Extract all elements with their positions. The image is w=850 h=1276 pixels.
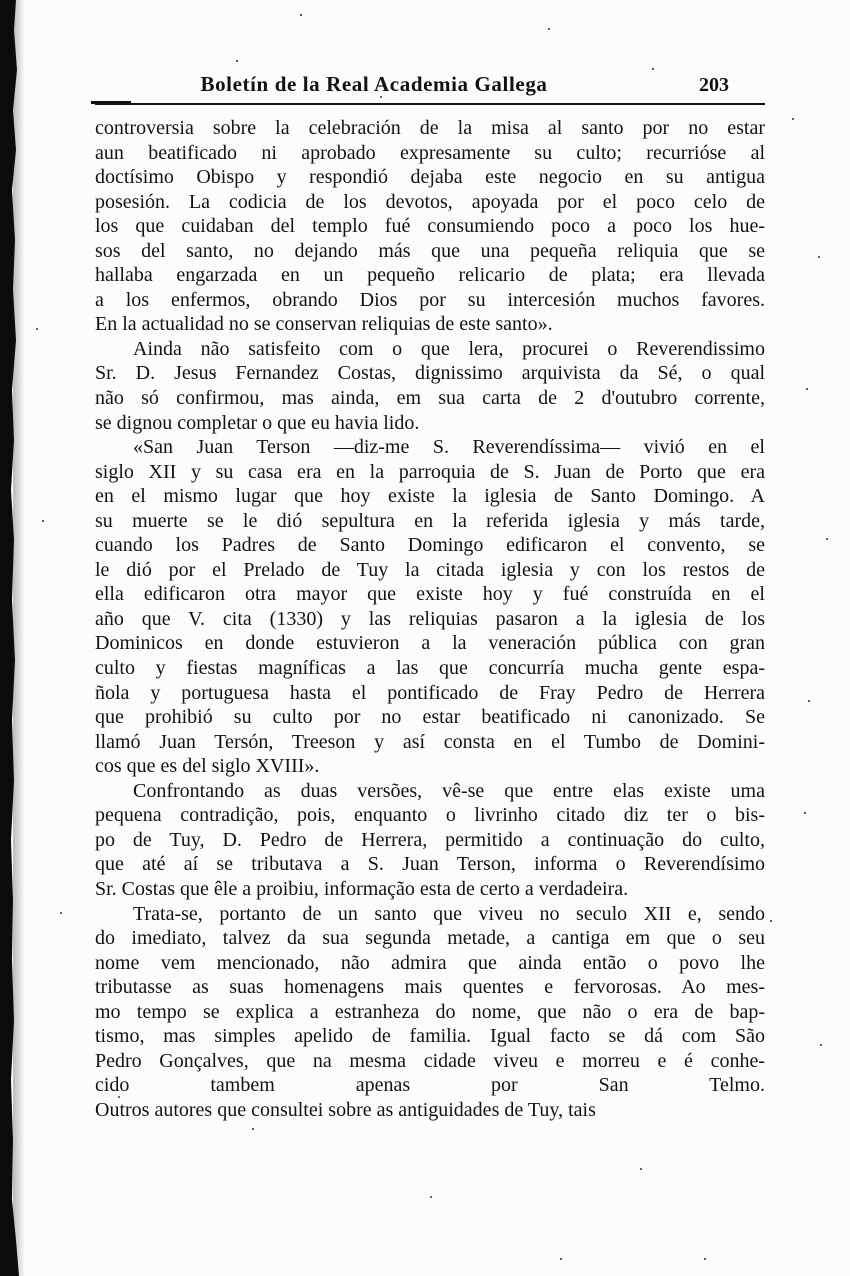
- page-text: [95, 116, 765, 1122]
- text-line: a los enfermos, obrando Dios por su intercesión muchos favores.: [95, 288, 765, 311]
- text-line: Pedro Gonçalves, que na mesma cidade viveu e morreu e é conhe-: [95, 1049, 765, 1072]
- text-line: los que cuidaban del templo fué consumiendo poco a poco los hue-: [95, 215, 765, 238]
- text-line: en el mismo lugar que hoy existe la iglesia de Santo Domingo. A: [95, 485, 765, 508]
- text-line: ñola y portuguesa hasta el pontificado de Fray Pedro de Herrera: [95, 681, 765, 704]
- text-line: Ainda não satisfeito com o que lera, procurei o Reverendissimo: [133, 337, 765, 360]
- text-line: que prohibió su culto por no estar beatificado ni canonizado. Se: [95, 706, 765, 729]
- scan-noise: [0, 0, 2, 2]
- text-line: año que V. cita (1330) y las reliquias pasaron a la iglesia de los: [95, 607, 765, 630]
- text-line: Dominicos en donde estuvieron a la veneración pública con gran: [95, 632, 765, 655]
- text-line: su muerte se le dió sepultura en la referida iglesia y más tarde,: [95, 509, 765, 532]
- text-line: aun beatificado ni aprobado expresamente su culto; recurrióse al: [95, 141, 765, 164]
- text-line: le dió por el Prelado de Tuy la citada iglesia y con los restos de: [95, 558, 765, 581]
- text-line: doctísimo Obispo y respondió dejaba este negocio en su antigua: [95, 166, 765, 189]
- text-line: nome vem mencionado, não admira que ainda então o povo lhe: [95, 951, 765, 974]
- text-line: ella edificaron otra mayor que existe hoy y fué construída en el: [95, 583, 765, 606]
- text-line: sos del santo, no dejando más que una pequeña reliquia que se: [95, 239, 765, 262]
- text-line: hallaba engarzada en un pequeño relicario de plata; era llevada: [95, 264, 765, 287]
- text-line: En la actualidad no se conservan reliquias de este santo».: [95, 313, 553, 336]
- text-line: cuando los Padres de Santo Domingo edificaron el convento, se: [95, 534, 765, 557]
- running-header: [95, 72, 765, 97]
- text-line: cido tambem apenas por San Telmo.: [95, 1074, 765, 1097]
- text-line: do imediato, talvez da sua segunda metade, a cantiga em que o seu: [95, 927, 765, 950]
- text-line: tributasse as suas homenagens mais quentes e fervorosas. Ao mes-: [95, 976, 765, 999]
- text-line: controversia sobre la celebración de la misa al santo por no estar: [95, 117, 765, 139]
- text-line: Outros autores que consultei sobre as antiguidades de Tuy, tais: [95, 1098, 596, 1121]
- text-line: Sr. Costas que êle a proibiu, informação esta de certo a verdadeira.: [95, 877, 629, 900]
- text-line: siglo XII y su casa era en la parroquia de S. Juan de Porto que era: [95, 460, 765, 483]
- text-line: pequena contradição, pois, enquanto o livrinho citado diz ter o bis-: [95, 804, 765, 827]
- binding-fade: [13, 0, 25, 1276]
- text-line: que até aí se tributava a S. Juan Terson, informa o Reverendísimo: [95, 853, 765, 876]
- journal-title: Boletín de la Real Academia Gallega: [200, 72, 548, 96]
- text-line: posesión. La codicia de los devotos, apoyada por el poco celo de: [95, 190, 765, 213]
- text-line: mo tempo se explica a estranheza do nome, que não o era de bap-: [95, 1000, 765, 1023]
- text-line: po de Tuy, D. Pedro de Herrera, permitido a continuação do culto,: [95, 828, 765, 851]
- text-line: Sr. D. Jesus Fernandez Costas, dignissimo arquivista da Sé, o qual: [95, 362, 765, 385]
- text-line: tismo, mas simples apelido de familia. Igual facto se dá com São: [95, 1025, 765, 1048]
- text-line: culto y fiestas magníficas a las que concurría mucha gente espa-: [95, 657, 765, 680]
- text-line: Trata-se, portanto de un santo que viveu no seculo XII e, sendo: [133, 902, 765, 925]
- text-line: se dignou completar o que eu havia lido.: [95, 411, 420, 434]
- text-line: Confrontando as duas versões, vê-se que entre elas existe uma: [133, 779, 765, 802]
- text-line: «San Juan Terson —diz-me S. Reverendíssima— vivió en el: [133, 436, 765, 459]
- text-line: llamó Juan Tersón, Treeson y así consta en el Tumbo de Domini-: [95, 730, 765, 753]
- text-line: não só confirmou, mas ainda, em sua carta de 2 d'outubro corrente,: [95, 387, 765, 410]
- header-rule: [95, 103, 765, 105]
- text-line: cos que es del siglo XVIII».: [95, 755, 320, 778]
- page-number: 203: [699, 74, 729, 96]
